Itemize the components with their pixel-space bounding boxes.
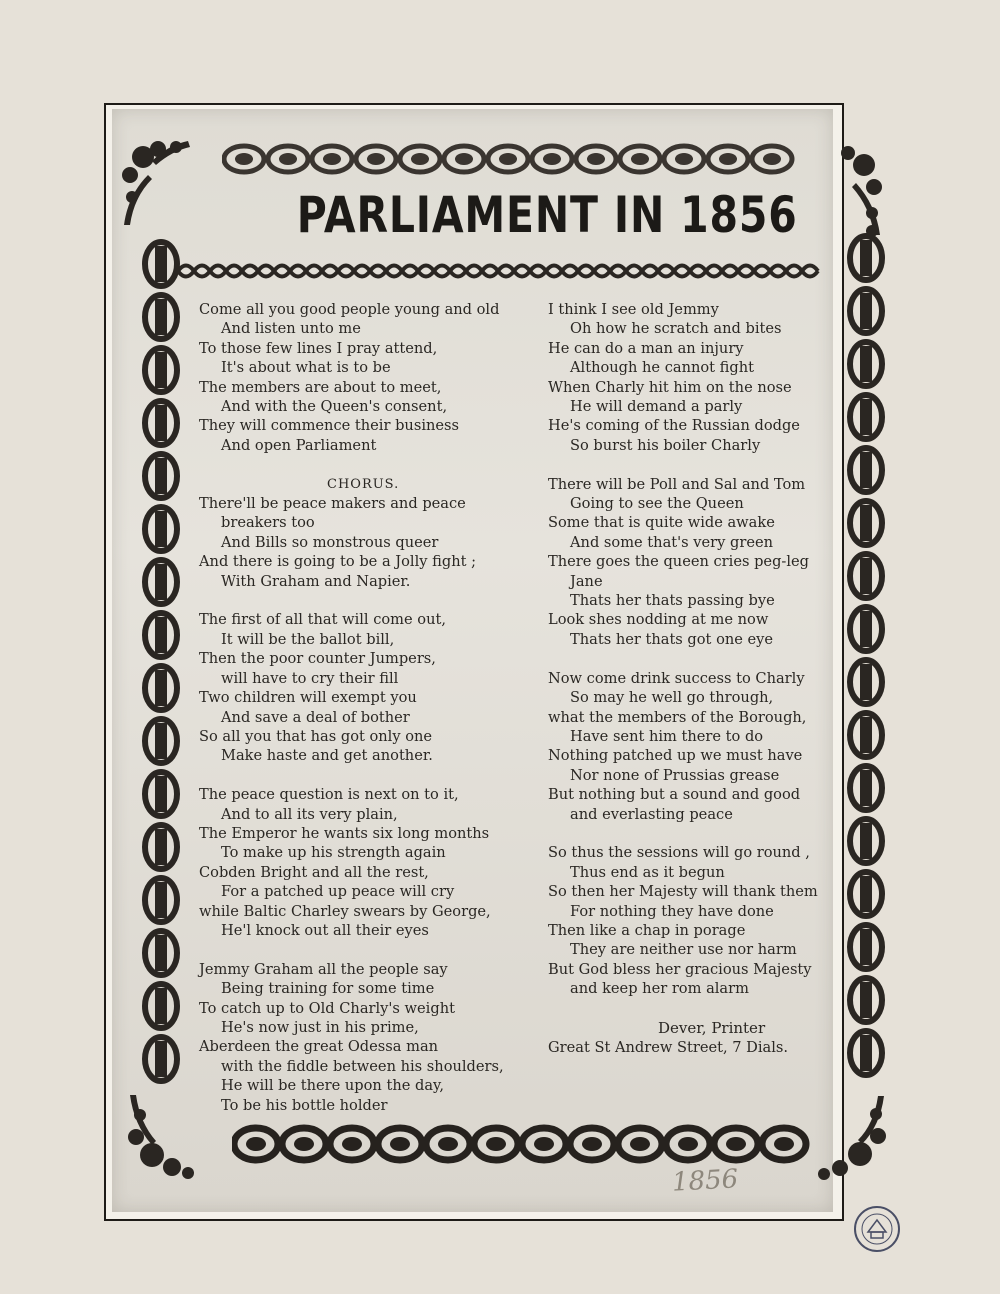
verse-line: Thats her thats passing bye: [570, 592, 775, 610]
verse-line: He's now just in his prime,: [221, 1018, 419, 1036]
verse: [548, 300, 848, 455]
chorus-heading: CHORUS.: [327, 476, 400, 492]
verse-line: He's coming of the Russian dodge: [548, 417, 800, 435]
verse-line: breakers too: [221, 514, 315, 532]
verse-line: There'll be peace makers and peace: [199, 495, 466, 513]
verse-line: When Charly hit him on the nose: [548, 378, 792, 396]
verse-line: And some that's very green: [570, 533, 774, 551]
verse-line: It will be the ballot bill,: [221, 630, 395, 648]
verse-line: Come all you good people young and old: [199, 301, 500, 318]
verse-line: what the members of the Borough,: [548, 708, 807, 726]
printer-name: Dever, Printer: [658, 1018, 766, 1037]
handwritten-date-note: 1856: [671, 1164, 739, 1198]
corner-flower-ornament: [812, 1088, 892, 1187]
verse: [548, 843, 848, 998]
verse-line: Being training for some time: [221, 980, 435, 998]
printer-address: Great St Andrew Street, 7 Dials.: [548, 1038, 789, 1056]
verse: [199, 960, 544, 1115]
verse-line: Look shes nodding at me now: [548, 611, 769, 629]
verse-line: They are neither use nor harm: [570, 941, 797, 959]
verse-line: Have sent him there to do: [570, 727, 764, 745]
verse-line: And save a deal of bother: [221, 708, 410, 726]
verse-line: So thus the sessions will go round ,: [548, 844, 810, 862]
verse-line: Nor none of Prussias grease: [570, 766, 780, 784]
verse-line: Jane: [570, 572, 603, 590]
verse: [199, 300, 544, 455]
verse-line: Thats her thats got one eye: [570, 630, 774, 648]
verse-line: To those few lines I pray attend,: [199, 339, 438, 357]
verse-line: Going to see the Queen: [570, 495, 744, 513]
printer-imprint: [548, 1019, 848, 1058]
verse-line: Then like a chap in porage: [548, 921, 746, 939]
corner-flower-ornament: [122, 1085, 202, 1189]
verse-line: while Baltic Charley swears by George,: [199, 902, 491, 920]
verse-line: And with the Queen's consent,: [221, 398, 448, 416]
verse-line: But nothing but a sound and good: [548, 786, 801, 804]
verse-line: Make haste and get another.: [221, 747, 433, 765]
library-seal-stamp-icon: [852, 1204, 902, 1258]
verse-line: Thus end as it begun: [570, 863, 725, 881]
right-column: [548, 300, 848, 1057]
verse-line: To catch up to Old Charly's weight: [199, 999, 455, 1017]
verse: [548, 475, 848, 650]
verse-line: Then the poor counter Jumpers,: [199, 650, 436, 668]
verse-line: But God bless her gracious Majesty: [548, 960, 812, 978]
verse-line: There will be Poll and Sal and Tom: [548, 475, 806, 493]
chorus: [199, 494, 544, 591]
verse-line: They will commence their business: [199, 417, 460, 435]
verse-line: So burst his boiler Charly: [570, 436, 761, 454]
verse-line: Now come drink success to Charly: [548, 669, 805, 687]
verse-line: Cobden Bright and all the rest,: [199, 863, 429, 881]
verse-line: He will demand a parly: [570, 398, 743, 416]
verse-line: Oh how he scratch and bites: [570, 320, 782, 338]
verse-line: To be his bottle holder: [221, 1096, 388, 1114]
verse-line: There goes the queen cries peg-leg: [548, 553, 809, 571]
verse-line: So all you that has got only one: [199, 727, 433, 745]
verse-line: And Bills so monstrous queer: [221, 533, 439, 551]
verse: [199, 610, 544, 765]
verse-line: So may he well go through,: [570, 689, 774, 707]
verse-line: And listen unto me: [221, 320, 361, 338]
verse-line: The members are about to meet,: [199, 378, 442, 396]
verse-line: And to all its very plain,: [221, 805, 398, 823]
verse-line: Nothing patched up we must have: [548, 747, 803, 765]
verse-line: The first of all that will come out,: [199, 611, 446, 629]
verse-line: So then her Majesty will thank them: [548, 883, 818, 901]
verse-line: To make up his strength again: [221, 844, 446, 862]
verse-line: I think I see old Jemmy: [548, 301, 719, 318]
verse-line: With Graham and Napier.: [221, 572, 411, 590]
corner-flower-ornament: [118, 135, 198, 239]
verse-line: And there is going to be a Jolly fight ;: [199, 553, 477, 571]
verse-line: He'l knock out all their eyes: [221, 921, 429, 939]
verse: [199, 785, 544, 940]
verse-line: and everlasting peace: [570, 805, 733, 823]
top-scroll-border: [222, 138, 802, 180]
verse-line: And open Parliament: [221, 436, 377, 454]
verse-line: It's about what is to be: [221, 359, 391, 377]
verse-line: The Emperor he wants six long months: [199, 824, 490, 842]
verse-line: The peace question is next on to it,: [199, 786, 459, 804]
verse-line: He will be there upon the day,: [221, 1077, 444, 1095]
verse: [548, 669, 848, 824]
verse-line: For nothing they have done: [570, 902, 774, 920]
verse-line: Aberdeen the great Odessa man: [199, 1038, 439, 1056]
verse-line: will have to cry their fill: [221, 669, 399, 687]
page-title: PARLIAMENT IN 1856: [296, 186, 798, 244]
verse-line: Two children will exempt you: [199, 689, 417, 707]
verse-line: For a patched up peace will cry: [221, 883, 455, 901]
verse-line: He can do a man an injury: [548, 339, 744, 357]
verse-line: Although he cannot fight: [570, 359, 755, 377]
left-column: [199, 300, 544, 1134]
left-scroll-border: [135, 238, 187, 1088]
title-divider-ornament: [178, 260, 830, 282]
verse-line: Jemmy Graham all the people say: [199, 960, 448, 978]
verse-line: Some that is quite wide awake: [548, 514, 775, 532]
verse-line: with the fiddle between his shoulders,: [221, 1057, 504, 1075]
verse-line: and keep her rom alarm: [570, 980, 749, 998]
